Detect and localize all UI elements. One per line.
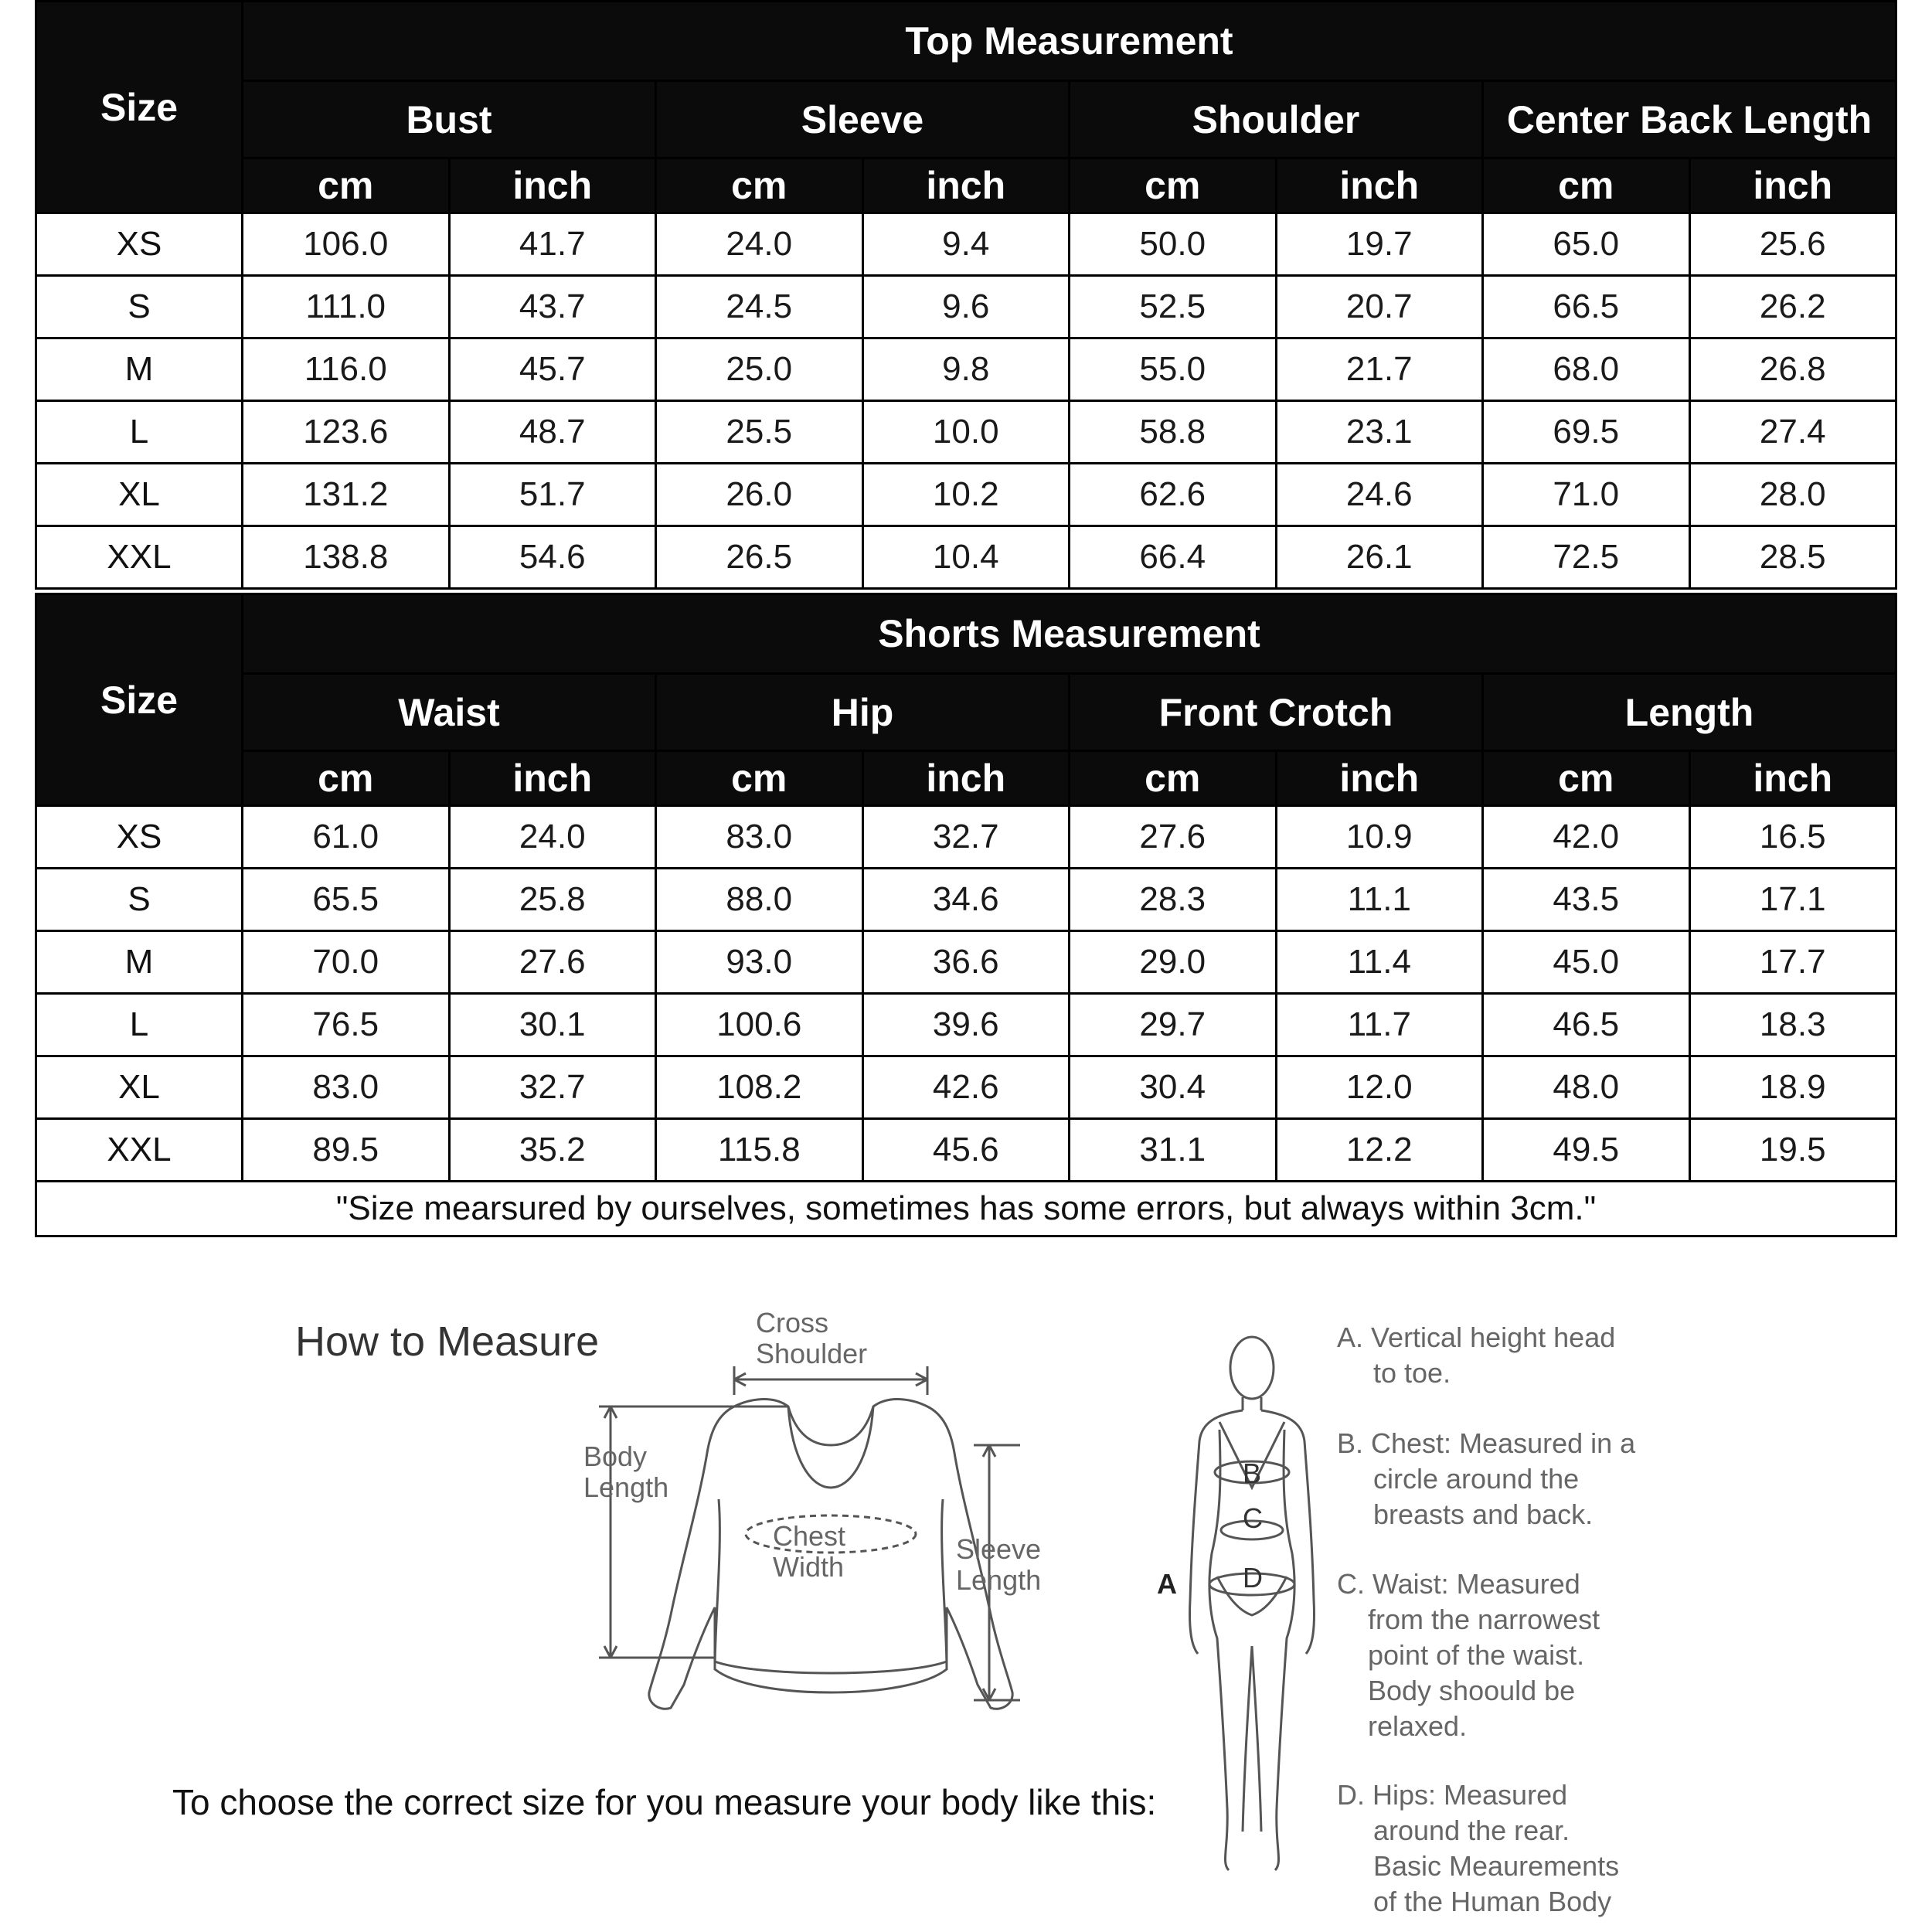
value-cell: 9.8 <box>862 338 1070 401</box>
value-cell: 55.0 <box>1070 338 1277 401</box>
unit-header: inch <box>862 751 1070 806</box>
size-cell: XL <box>36 1056 243 1119</box>
size-cell: XXL <box>36 1119 243 1182</box>
value-cell: 18.3 <box>1689 994 1896 1056</box>
size-cell: L <box>36 401 243 464</box>
how-to-measure-title: How to Measure <box>295 1318 600 1365</box>
value-cell: 71.0 <box>1483 464 1690 526</box>
value-cell: 28.5 <box>1689 526 1896 589</box>
size-cell: XS <box>36 806 243 869</box>
value-cell: 61.0 <box>243 806 450 869</box>
value-cell: 29.0 <box>1070 931 1277 994</box>
unit-header: inch <box>1276 751 1483 806</box>
value-cell: 106.0 <box>243 213 450 276</box>
label-line: Length <box>956 1564 1042 1596</box>
table-row <box>36 338 1896 401</box>
top-table-body <box>36 213 1896 589</box>
table-row <box>36 526 1896 589</box>
unit-header: inch <box>862 158 1070 213</box>
unit-header: inch <box>1276 158 1483 213</box>
size-cell: S <box>36 869 243 931</box>
shorts-group-row <box>36 674 1896 751</box>
note-line: from the narrowest <box>1368 1604 1600 1635</box>
value-cell: 35.2 <box>449 1119 656 1182</box>
value-cell: 11.4 <box>1276 931 1483 994</box>
value-cell: 10.9 <box>1276 806 1483 869</box>
value-cell: 68.0 <box>1483 338 1690 401</box>
value-cell: 66.5 <box>1483 276 1690 338</box>
table-row <box>36 869 1896 931</box>
table-row <box>36 931 1896 994</box>
value-cell: 28.3 <box>1070 869 1277 931</box>
table-row <box>36 1119 1896 1182</box>
value-cell: 46.5 <box>1483 994 1690 1056</box>
value-cell: 25.5 <box>656 401 863 464</box>
note-b <box>1337 1426 1635 1532</box>
value-cell: 58.8 <box>1070 401 1277 464</box>
note-line: to toe. <box>1373 1357 1451 1389</box>
unit-header: cm <box>243 751 450 806</box>
value-cell: 26.5 <box>656 526 863 589</box>
value-cell: 108.2 <box>656 1056 863 1119</box>
value-cell: 62.6 <box>1070 464 1277 526</box>
note-line: relaxed. <box>1368 1710 1468 1742</box>
label-line: Chest <box>773 1520 846 1552</box>
value-cell: 26.1 <box>1276 526 1483 589</box>
size-cell: M <box>36 338 243 401</box>
value-cell: 23.1 <box>1276 401 1483 464</box>
body-figure-diagram <box>1144 1306 1337 1893</box>
group-header: Bust <box>243 81 656 158</box>
size-cell: XS <box>36 213 243 276</box>
value-cell: 39.6 <box>862 994 1070 1056</box>
value-cell: 10.2 <box>862 464 1070 526</box>
size-cell: XXL <box>36 526 243 589</box>
value-cell: 28.0 <box>1689 464 1896 526</box>
note-d <box>1337 1777 1619 1920</box>
label-line: Length <box>583 1471 669 1503</box>
value-cell: 16.5 <box>1689 806 1896 869</box>
group-header: Sleeve <box>656 81 1070 158</box>
value-cell: 9.4 <box>862 213 1070 276</box>
value-cell: 12.0 <box>1276 1056 1483 1119</box>
shorts-measurement-table <box>35 593 1897 1237</box>
shorts-table-body <box>36 806 1896 1182</box>
value-cell: 65.0 <box>1483 213 1690 276</box>
shorts-title: Shorts Measurement <box>243 594 1896 674</box>
value-cell: 51.7 <box>449 464 656 526</box>
value-cell: 10.0 <box>862 401 1070 464</box>
value-cell: 45.0 <box>1483 931 1690 994</box>
note-line: Body shoould be <box>1368 1675 1576 1706</box>
value-cell: 111.0 <box>243 276 450 338</box>
value-cell: 30.1 <box>449 994 656 1056</box>
value-cell: 52.5 <box>1070 276 1277 338</box>
table-row <box>36 994 1896 1056</box>
value-cell: 26.8 <box>1689 338 1896 401</box>
value-cell: 26.2 <box>1689 276 1896 338</box>
value-cell: 43.5 <box>1483 869 1690 931</box>
value-cell: 100.6 <box>656 994 863 1056</box>
value-cell: 42.0 <box>1483 806 1690 869</box>
note-a <box>1337 1320 1615 1391</box>
value-cell: 50.0 <box>1070 213 1277 276</box>
value-cell: 19.7 <box>1276 213 1483 276</box>
value-cell: 30.4 <box>1070 1056 1277 1119</box>
value-cell: 88.0 <box>656 869 863 931</box>
size-header: Size <box>36 2 243 213</box>
size-cell: L <box>36 994 243 1056</box>
top-title: Top Measurement <box>243 2 1896 81</box>
unit-header: inch <box>449 158 656 213</box>
unit-header: cm <box>656 751 863 806</box>
unit-header: cm <box>243 158 450 213</box>
note-line: around the rear. <box>1373 1815 1570 1846</box>
label-line: Cross <box>756 1307 829 1338</box>
value-cell: 48.7 <box>449 401 656 464</box>
cross-shoulder-label <box>756 1308 867 1369</box>
table-row <box>36 1056 1896 1119</box>
label-line: Sleeve <box>956 1533 1042 1565</box>
value-cell: 20.7 <box>1276 276 1483 338</box>
value-cell: 54.6 <box>449 526 656 589</box>
value-cell: 72.5 <box>1483 526 1690 589</box>
value-cell: 131.2 <box>243 464 450 526</box>
group-header: Waist <box>243 674 656 751</box>
value-cell: 25.0 <box>656 338 863 401</box>
table-row <box>36 464 1896 526</box>
value-cell: 9.6 <box>862 276 1070 338</box>
label-line: Width <box>773 1551 845 1583</box>
value-cell: 24.6 <box>1276 464 1483 526</box>
note-line: C. Waist: Measured <box>1337 1568 1580 1600</box>
group-header: Shoulder <box>1070 81 1483 158</box>
table-row <box>36 401 1896 464</box>
note-line: breasts and back. <box>1373 1498 1594 1530</box>
chest-width-label <box>773 1521 845 1583</box>
group-header: Hip <box>656 674 1070 751</box>
note-line: A. Vertical height head <box>1337 1321 1616 1353</box>
value-cell: 36.6 <box>862 931 1070 994</box>
value-cell: 27.4 <box>1689 401 1896 464</box>
unit-header: inch <box>449 751 656 806</box>
label-line: Body <box>583 1440 648 1472</box>
note-line: circle around the <box>1373 1463 1580 1495</box>
shorts-unit-row <box>36 751 1896 806</box>
label-line: Shoulder <box>756 1338 868 1369</box>
note-c <box>1337 1566 1600 1744</box>
group-header: Length <box>1483 674 1896 751</box>
unit-header: cm <box>1070 158 1277 213</box>
body-letter-c: C <box>1243 1502 1263 1534</box>
value-cell: 12.2 <box>1276 1119 1483 1182</box>
size-cell: M <box>36 931 243 994</box>
value-cell: 43.7 <box>449 276 656 338</box>
value-cell: 21.7 <box>1276 338 1483 401</box>
value-cell: 42.6 <box>862 1056 1070 1119</box>
value-cell: 65.5 <box>243 869 450 931</box>
value-cell: 26.0 <box>656 464 863 526</box>
table-row <box>36 806 1896 869</box>
body-length-label <box>583 1441 668 1503</box>
value-cell: 17.7 <box>1689 931 1896 994</box>
note-line: point of the waist. <box>1368 1639 1585 1671</box>
value-cell: 69.5 <box>1483 401 1690 464</box>
value-cell: 48.0 <box>1483 1056 1690 1119</box>
value-cell: 66.4 <box>1070 526 1277 589</box>
note-line: of the Human Body <box>1373 1886 1612 1917</box>
value-cell: 93.0 <box>656 931 863 994</box>
value-cell: 116.0 <box>243 338 450 401</box>
value-cell: 29.7 <box>1070 994 1277 1056</box>
value-cell: 45.6 <box>862 1119 1070 1182</box>
group-header: Front Crotch <box>1070 674 1483 751</box>
value-cell: 31.1 <box>1070 1119 1277 1182</box>
value-cell: 34.6 <box>862 869 1070 931</box>
unit-header: cm <box>1483 751 1690 806</box>
value-cell: 45.7 <box>449 338 656 401</box>
value-cell: 138.8 <box>243 526 450 589</box>
group-header: Center Back Length <box>1483 81 1896 158</box>
note-line: D. Hips: Measured <box>1337 1779 1568 1811</box>
value-cell: 49.5 <box>1483 1119 1690 1182</box>
size-footnote: "Size mearsured by ourselves, sometimes has some errors, but always within 3cm." <box>36 1182 1896 1236</box>
value-cell: 25.6 <box>1689 213 1896 276</box>
value-cell: 10.4 <box>862 526 1070 589</box>
note-line: Basic Meaurements <box>1373 1850 1620 1882</box>
value-cell: 24.5 <box>656 276 863 338</box>
measure-instruction: To choose the correct size for you measure your body like this: <box>172 1782 1157 1822</box>
value-cell: 27.6 <box>1070 806 1277 869</box>
note-line: B. Chest: Measured in a <box>1337 1427 1636 1459</box>
size-cell: S <box>36 276 243 338</box>
size-header: Size <box>36 594 243 806</box>
body-letter-b: B <box>1243 1458 1262 1489</box>
size-cell: XL <box>36 464 243 526</box>
value-cell: 123.6 <box>243 401 450 464</box>
body-letter-a: A <box>1157 1568 1177 1600</box>
unit-header: inch <box>1689 158 1896 213</box>
sleeve-length-label <box>956 1534 1041 1596</box>
value-cell: 11.7 <box>1276 994 1483 1056</box>
value-cell: 70.0 <box>243 931 450 994</box>
value-cell: 17.1 <box>1689 869 1896 931</box>
value-cell: 27.6 <box>449 931 656 994</box>
value-cell: 25.8 <box>449 869 656 931</box>
unit-header: cm <box>1070 751 1277 806</box>
value-cell: 76.5 <box>243 994 450 1056</box>
value-cell: 83.0 <box>243 1056 450 1119</box>
value-cell: 32.7 <box>862 806 1070 869</box>
top-unit-row <box>36 158 1896 213</box>
top-group-row <box>36 81 1896 158</box>
value-cell: 24.0 <box>449 806 656 869</box>
unit-header: inch <box>1689 751 1896 806</box>
table-row <box>36 276 1896 338</box>
value-cell: 115.8 <box>656 1119 863 1182</box>
table-row <box>36 213 1896 276</box>
body-letter-d: D <box>1243 1562 1263 1594</box>
value-cell: 18.9 <box>1689 1056 1896 1119</box>
unit-header: cm <box>1483 158 1690 213</box>
value-cell: 41.7 <box>449 213 656 276</box>
value-cell: 24.0 <box>656 213 863 276</box>
value-cell: 32.7 <box>449 1056 656 1119</box>
unit-header: cm <box>656 158 863 213</box>
value-cell: 89.5 <box>243 1119 450 1182</box>
value-cell: 11.1 <box>1276 869 1483 931</box>
value-cell: 19.5 <box>1689 1119 1896 1182</box>
top-measurement-table <box>35 0 1897 590</box>
value-cell: 83.0 <box>656 806 863 869</box>
